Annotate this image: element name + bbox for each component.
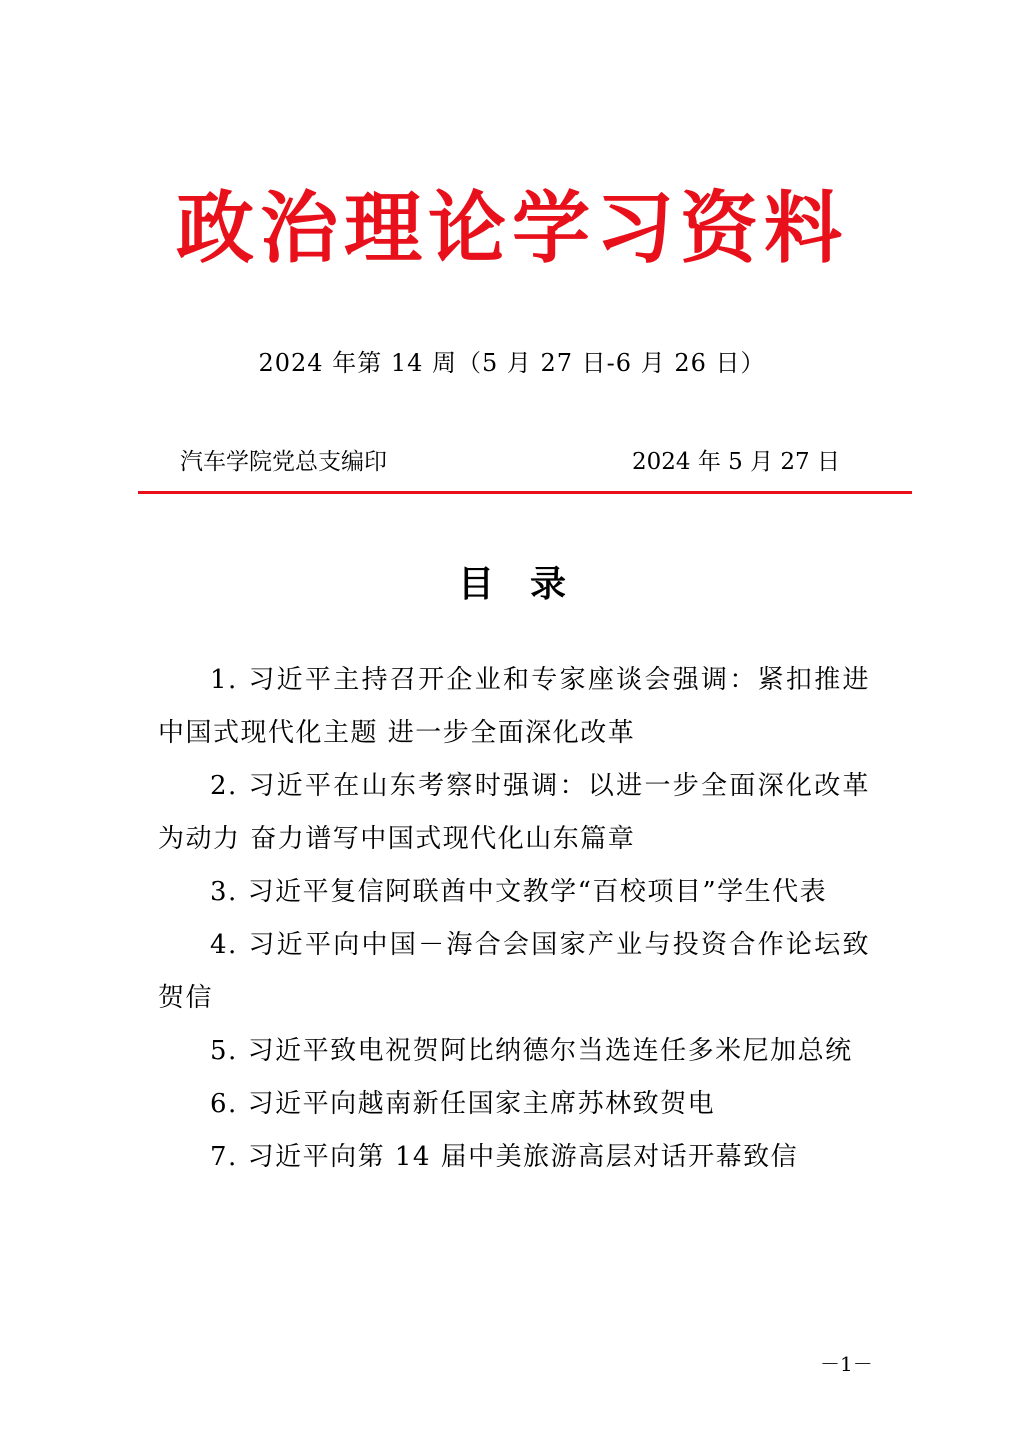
toc-item[interactable]: 7. 习近平向第 14 届中美旅游高层对话开幕致信 [210,1142,799,1172]
toc-item[interactable]: 2. 习近平在山东考察时强调：以进一步全面深化改革为动力 奋力谱写中国式现代化山东篇章 [158,771,870,854]
masthead-title: 政治理论学习资料 [175,183,848,274]
toc-item[interactable]: 3. 习近平复信阿联酋中文教学“百校项目”学生代表 [210,877,828,907]
publisher-name: 汽车学院党总支编印 [180,449,387,475]
toc-list [158,654,870,1184]
toc-item[interactable]: 4. 习近平向中国－海合会国家产业与投资合作论坛致贺信 [158,930,870,1013]
toc-item[interactable]: 5. 习近平致电祝贺阿比纳德尔当选连任多米尼加总统 [210,1036,853,1066]
red-divider [138,491,912,494]
toc-item[interactable]: 6. 习近平向越南新任国家主席苏林致贺电 [210,1089,716,1119]
toc-title: 目 录 [457,563,566,605]
page-number: －1－ [820,1352,873,1376]
issue-line: 2024 年第 14 周（5 月 27 日-6 月 26 日） [258,349,766,377]
toc-item[interactable]: 1. 习近平主持召开企业和专家座谈会强调：紧扣推进中国式现代化主题 进一步全面深化改革 [158,665,870,748]
publish-date: 2024 年 5 月 27 日 [632,449,840,475]
